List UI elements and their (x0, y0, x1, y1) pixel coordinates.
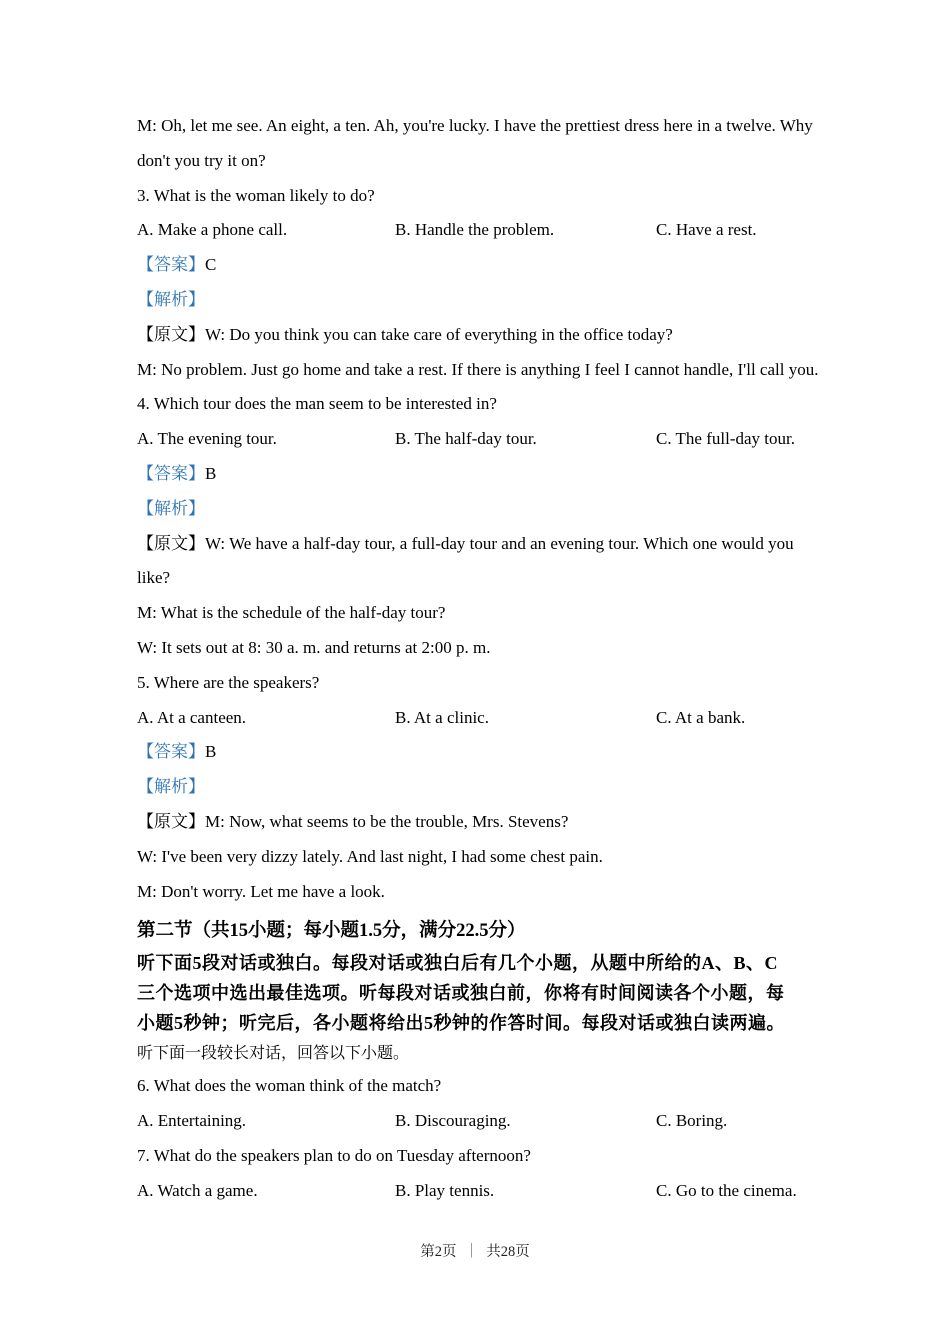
transcript-line: M: Don't worry. Let me have a look. (137, 881, 385, 901)
transcript-line: like? (137, 568, 171, 588)
option-a: A. The evening tour. (137, 429, 277, 449)
instructions-line: 听下面5段对话或独白。每段对话或独白后有几个小题，从题中所给的A、B、C (137, 953, 779, 974)
analysis-bracket-label: 【解析】 (137, 777, 205, 797)
analysis-label (137, 770, 817, 805)
answer-value: B (205, 463, 217, 483)
instructions-line: 三个选项中选出最佳选项。听每段对话或独白前，你将有时间阅读各个小题，每 (137, 983, 785, 1004)
transcript-line: M: No problem. Just go home and take a rest. If there is anything I feel I cannot handle, I'll call you. (137, 359, 819, 379)
options-row (137, 1104, 817, 1139)
answer-bracket-label: 【答案】 (137, 255, 205, 275)
answer-bracket-label: 【答案】 (137, 463, 205, 483)
transcript-line: W: It sets out at 8: 30 a. m. and returns at 2:00 p. m. (137, 637, 491, 657)
page-footer (0, 1240, 950, 1261)
question-text: 5. Where are the speakers? (137, 672, 320, 692)
document-body (137, 109, 817, 1209)
footer-total-pages: 共28页 (486, 1244, 530, 1260)
option-b: B. The half-day tour. (395, 429, 537, 449)
question-text: 7. What do the speakers plan to do on Tuesday afternoon? (137, 1145, 531, 1165)
analysis-label (137, 492, 817, 527)
question-text: 4. Which tour does the man seem to be interested in? (137, 394, 497, 414)
option-a: A. At a canteen. (137, 707, 247, 727)
question-text: 3. What is the woman likely to do? (137, 185, 375, 205)
analysis-bracket-label: 【解析】 (137, 498, 205, 518)
option-b: B. At a clinic. (395, 707, 489, 727)
option-c: C. Have a rest. (656, 220, 757, 240)
analysis-bracket-label: 【解析】 (137, 289, 205, 309)
option-b: B. Discouraging. (395, 1111, 511, 1131)
option-b: B. Handle the problem. (395, 220, 555, 240)
question-text: 6. What does the woman think of the match? (137, 1076, 442, 1096)
answer-line (137, 457, 817, 492)
footer-page-number: 第2页 (420, 1244, 457, 1260)
options-row (137, 213, 817, 248)
transcript-line: 【原文】W: We have a half-day tour, a full-day tour and an evening tour. Which one would you (137, 533, 794, 553)
instructions-line: 小题5秒钟；听完后，各小题将给出5秒钟的作答时间。每段对话或独白读两遍。 (137, 1013, 785, 1034)
transcript-line: W: I've been very dizzy lately. And last night, I had some chest pain. (137, 846, 603, 866)
option-c: C. At a bank. (656, 707, 746, 727)
answer-value: C (205, 255, 217, 275)
option-a: A. Entertaining. (137, 1111, 247, 1131)
option-a: A. Watch a game. (137, 1180, 258, 1200)
answer-line (137, 248, 817, 283)
analysis-label (137, 283, 817, 318)
options-row (137, 1174, 817, 1209)
option-a: A. Make a phone call. (137, 220, 288, 240)
transcript-line: 【原文】M: Now, what seems to be the trouble, Mrs. Stevens? (137, 811, 569, 831)
option-b: B. Play tennis. (395, 1180, 495, 1200)
answer-line (137, 735, 817, 770)
transcript-line: M: What is the schedule of the half-day tour? (137, 603, 446, 623)
answer-bracket-label: 【答案】 (137, 742, 205, 762)
options-row (137, 422, 817, 457)
dialogue-line: M: Oh, let me see. An eight, a ten. Ah, you're lucky. I have the prettiest dress here in a twelve. Why (137, 116, 813, 135)
transcript-line: 【原文】W: Do you think you can take care of everything in the office today? (137, 324, 673, 344)
option-c: C. The full-day tour. (656, 429, 795, 449)
dialogue-line: don't you try it on? (137, 150, 266, 170)
option-c: C. Go to the cinema. (656, 1180, 797, 1200)
listening-prompt: 听下面一段较长对话，回答以下小题。 (137, 1045, 410, 1063)
footer-separator: ｜ (464, 1244, 479, 1260)
answer-value: B (205, 742, 217, 762)
options-row (137, 701, 817, 736)
option-c: C. Boring. (656, 1111, 728, 1131)
section-header: 第二节（共15小题；每小题1.5分，满分22.5分） (137, 921, 526, 942)
